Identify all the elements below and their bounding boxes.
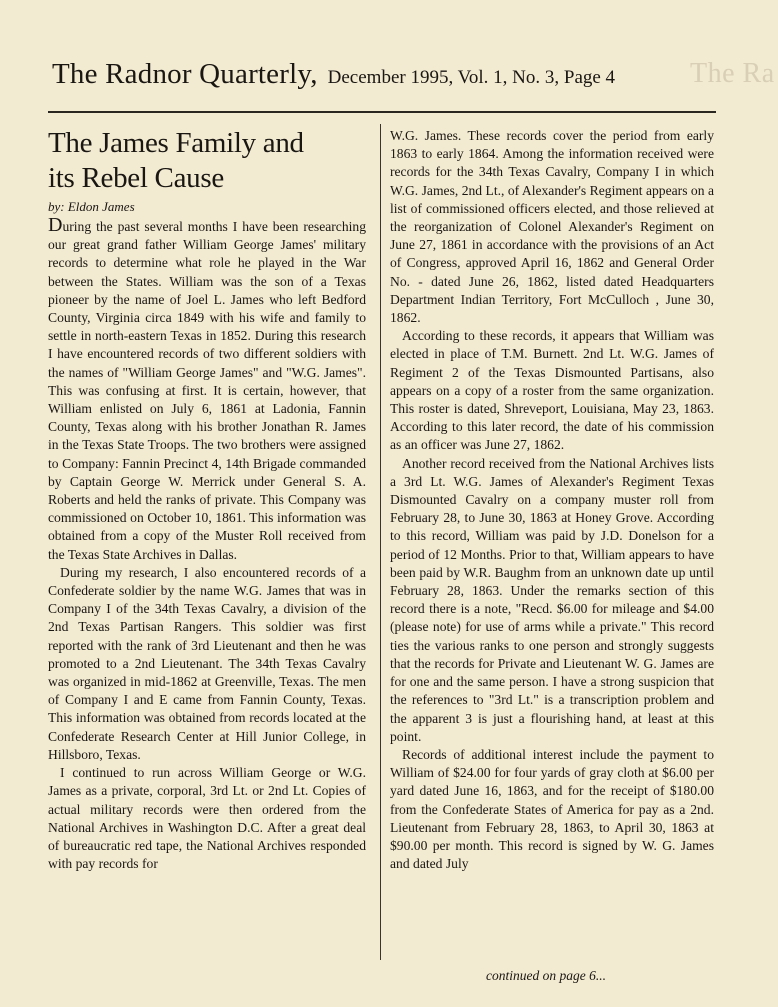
masthead [52, 58, 615, 91]
paragraph: I continued to run across William George or W.G. James as a private, corporal, 3rd Lt. or 2nd Lt. Copies of actual military records were then ordered from the National Archives in Washington D.C. After a great deal of bureaucratic red tape, the National Archives responded with pay records for [48, 765, 366, 872]
left-column [48, 126, 366, 873]
byline: by: Eldon James [48, 199, 135, 214]
continued-note: continued on page 6... [486, 968, 606, 983]
masthead-rule [48, 111, 716, 113]
drop-cap: D [48, 214, 63, 236]
paragraph [48, 214, 366, 564]
column-divider [380, 124, 381, 960]
issue-info: December 1995, Vol. 1, No. 3, Page 4 [327, 67, 616, 88]
right-column [390, 127, 714, 873]
paragraph: Another record received from the National Archives lists a 3rd Lt. W.G. James of Alexander's Regiment Texas Dismounted Cavalry on a company muster roll from February 28, to June 30, 1863 at Honey Grove. According to this record, William was paid by J.D. Donelson for a period of 12 Months. Prior to that, William appears to have been paid by W.R. Baughm from an unknown date up until February 28, 1863. Under the remarks section of this record there is a note, "Recd. $6.00 for mileage and $4.00 (please note) for use of arms while a private." This record ties the various ranks to one person and strongly suggests that the records for Private and Lieutenant W. G. James are for one and the same person. I have a strong suspicion that the references to "3rd Lt." is a transcription problem and the apparent 3 is just a flourishing hand, at least at this point. [390, 455, 714, 744]
article-headline [48, 126, 366, 196]
publication-title: The Radnor Quarterly, [52, 58, 318, 90]
paragraph: Records of additional interest include the payment to William of $24.00 for four yards of gray cloth at $6.00 per yard dated June 16, 1863, and for the receipt of $180.00 from the Confederate States of America for pay as a 2nd. Lieutenant from February 28, 1863, to April 30, 1863 at $90.00 per month. This record is signed by W. G. James and dated July [390, 746, 714, 872]
paragraph-text: uring the past several months I have been researching our great grand father William George James' military records to determine what role he played in the War between the States. William was the son of a Texas pioneer by the name of Joel L. James who left Bedford County, Virginia circa 1849 with his wife and family to settle in north-eastern Texas in 1852. During this research I have encountered records of two different soldiers with the names of "William George James" and "W.G. James". This was confusing at first. It is certain, however, that William enlisted on July 6, 1861 at Ladonia, Fannin County, Texas along with his brother Jonathan R. James in the Texas State Troops. The two brothers were assigned to Company: Fannin Precinct 4, 14th Brigade commanded by Captain George W. Merrick under General S. A. Roberts and held the ranks of private. This Company was commissioned on October 10, 1861. This information was obtained from a copy of the Muster Roll received from the Texas State Archives in Dallas. [48, 219, 366, 562]
headline-line-2: its Rebel Cause [48, 162, 224, 194]
paragraph: W.G. James. These records cover the period from early 1863 to early 1864. Among the information received were records for the 34th Texas Cavalry, Company I in which W.G. James, 2nd Lt., of Alexander's Regiment appears on a list of commissioned officers elected, and those relieved at the reorganization of Colonel Alexander's Regiment on June 27, 1861 in accordance with the provisions of an Act of Congress, approved April 16, 1862 and General Order No. - dated June 26, 1862, listed dated Headquarters Department Indian Territory, Fort McCulloch , June 30, 1862. [390, 128, 714, 326]
paragraph: During my research, I also encountered records of a Confederate soldier by the name W.G. James that was in Company I of the 34th Texas Cavalry, a division of the 2nd Texas Partisan Rangers. This soldier was first reported with the rank of 3rd Lieutenant and then he was promoted to a 2nd Lieutenant. The 34th Texas Cavalry was organized in mid-1862 at Greenville, Texas. The men of Company I and E came from Fannin County, Texas. This information was obtained from records located at the Confederate Research Center at Hill Junior College, in Hillsboro, Texas. [48, 564, 366, 762]
paragraph: According to these records, it appears that William was elected in place of T.M. Burnett. 2nd Lt. W.G. James of Regiment 2 of the Texas Dismounted Partisans, also appears on a copy of a roster from the same organization. This roster is dated, Shreveport, Louisiana, May 23, 1863. According to this later record, the date of his commission as an officer was June 27, 1862. [390, 328, 714, 453]
bleed-through-text: The Ra [690, 58, 775, 89]
headline-line-1: The James Family and [48, 127, 304, 159]
